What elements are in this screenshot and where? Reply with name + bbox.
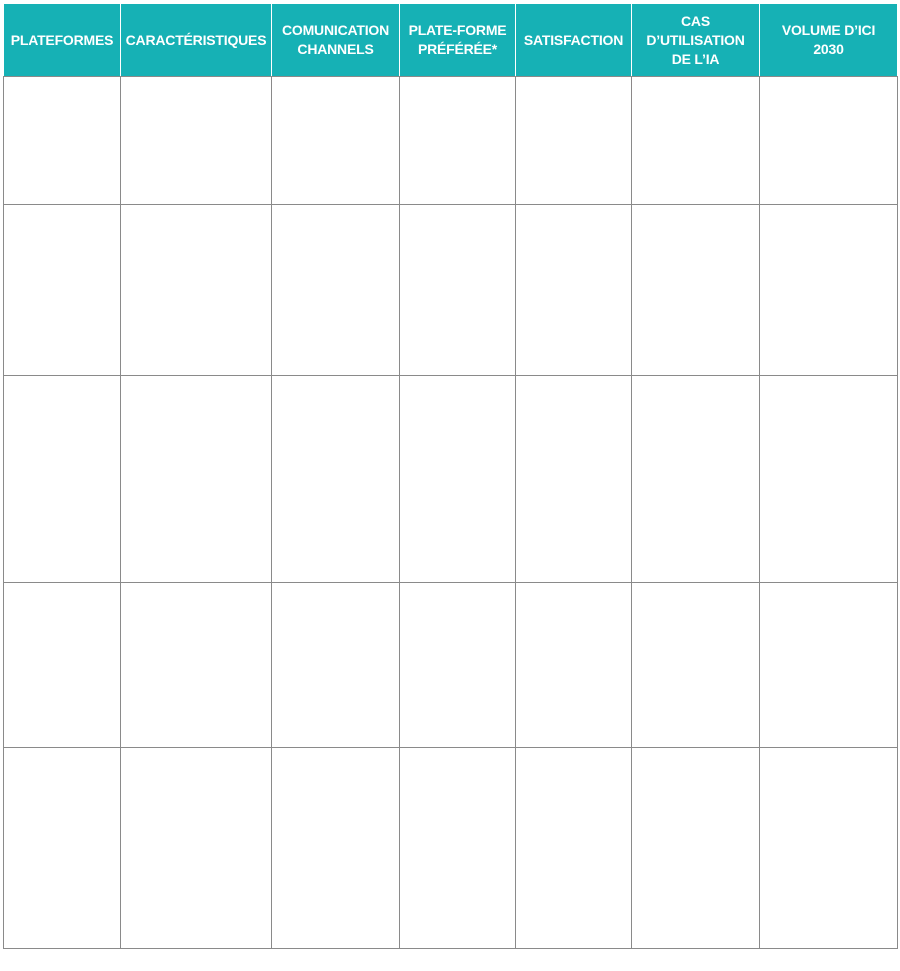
table-cell[interactable] <box>760 376 898 583</box>
table-cell[interactable] <box>272 376 400 583</box>
header-cas-utilisation-ia <box>632 4 760 77</box>
header-label: COMUNICATION CHANNELS <box>282 22 389 57</box>
table-cell[interactable] <box>632 205 760 376</box>
header-label: PLATE-FORME PRÉFÉRÉE* <box>408 22 507 57</box>
table-cell[interactable] <box>400 205 516 376</box>
table-cell[interactable] <box>272 748 400 949</box>
table-cell[interactable] <box>400 583 516 748</box>
table-row <box>4 376 898 583</box>
table-cell[interactable] <box>4 748 121 949</box>
header-label: VOLUME D’ICI 2030 <box>781 22 876 57</box>
table-cell[interactable] <box>760 77 898 205</box>
table-cell[interactable] <box>516 376 632 583</box>
header-volume-2030 <box>760 4 898 77</box>
table-cell[interactable] <box>760 583 898 748</box>
table-cell[interactable] <box>760 748 898 949</box>
table-cell[interactable] <box>272 205 400 376</box>
header-label: SATISFACTION <box>523 31 624 48</box>
table-cell[interactable] <box>760 205 898 376</box>
table-cell[interactable] <box>516 205 632 376</box>
table-cell[interactable] <box>516 583 632 748</box>
header-caracteristiques <box>121 4 272 77</box>
table-cell[interactable] <box>516 748 632 949</box>
table-cell[interactable] <box>400 376 516 583</box>
table-row <box>4 205 898 376</box>
table-cell[interactable] <box>4 205 121 376</box>
table-cell[interactable] <box>4 583 121 748</box>
table-row <box>4 77 898 205</box>
header-label: CAS D’UTILISATION DE L’IA <box>646 12 745 67</box>
table-cell[interactable] <box>121 748 272 949</box>
table-cell[interactable] <box>632 376 760 583</box>
table-cell[interactable] <box>121 205 272 376</box>
table-cell[interactable] <box>121 583 272 748</box>
header-label: PLATEFORMES <box>10 31 114 48</box>
comparison-table <box>3 3 898 949</box>
table-cell[interactable] <box>4 77 121 205</box>
table-cell[interactable] <box>632 583 760 748</box>
table-cell[interactable] <box>400 77 516 205</box>
table-cell[interactable] <box>272 77 400 205</box>
table-cell[interactable] <box>516 77 632 205</box>
table-cell[interactable] <box>400 748 516 949</box>
header-satisfaction <box>516 4 632 77</box>
table-cell[interactable] <box>121 77 272 205</box>
table-row <box>4 583 898 748</box>
table-cell[interactable] <box>272 583 400 748</box>
header-plate-forme-preferee <box>400 4 516 77</box>
table-cell[interactable] <box>121 376 272 583</box>
table-cell[interactable] <box>4 376 121 583</box>
table-cell[interactable] <box>632 748 760 949</box>
header-label: CARACTÉRISTIQUES <box>125 31 267 48</box>
header-row <box>4 4 898 77</box>
table-row <box>4 748 898 949</box>
header-communication-channels <box>272 4 400 77</box>
header-plateformes <box>4 4 121 77</box>
table-cell[interactable] <box>632 77 760 205</box>
